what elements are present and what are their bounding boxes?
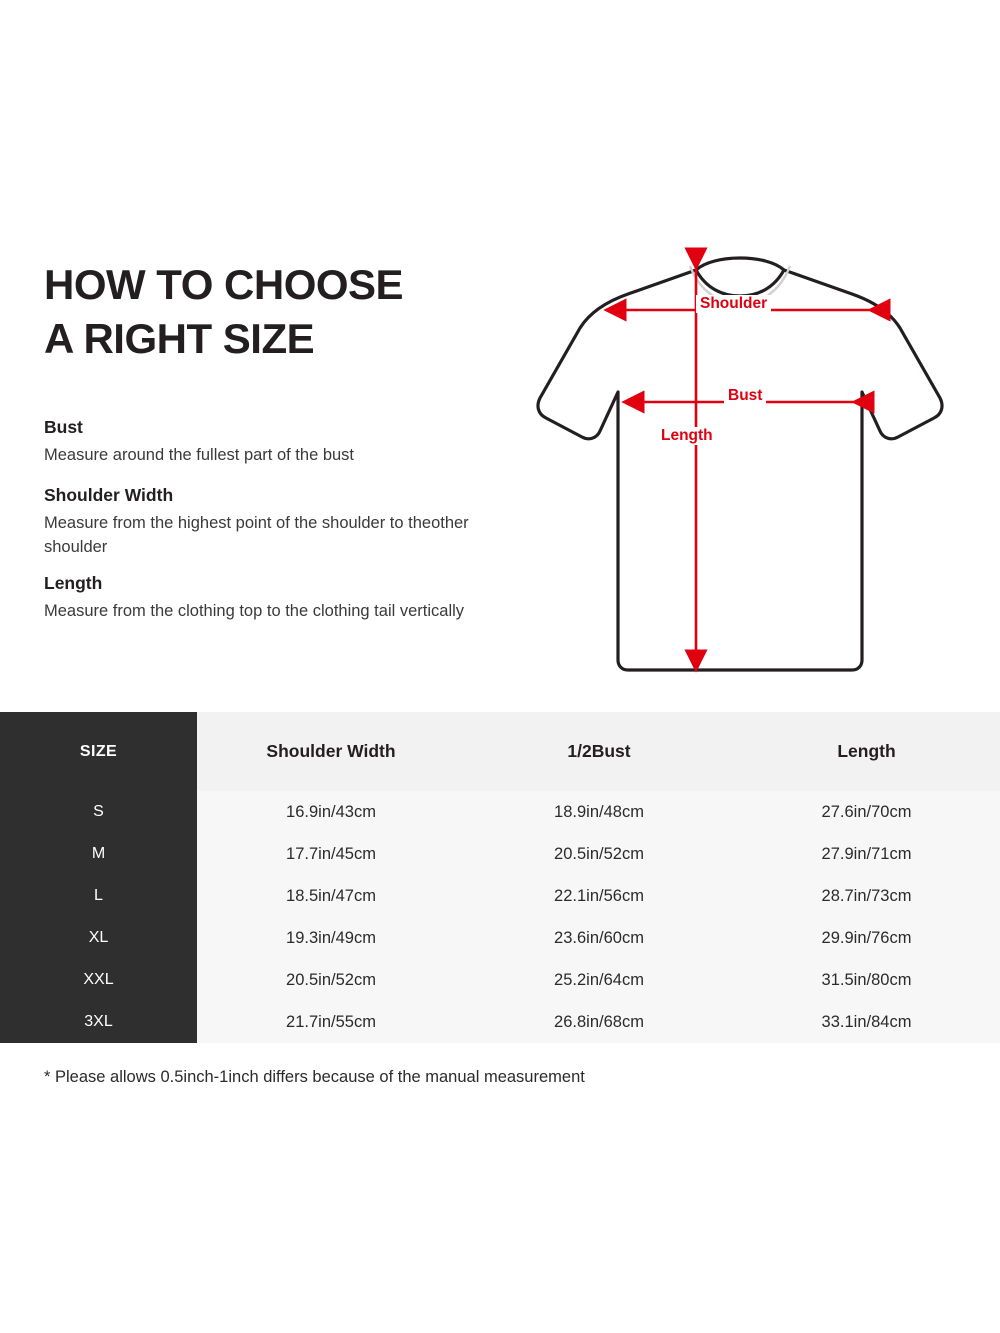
length-arrow-label: Length — [657, 427, 717, 445]
cell-size: L — [0, 875, 197, 917]
table-row — [0, 791, 1000, 833]
table-row — [0, 875, 1000, 917]
column-header-length: Length — [733, 712, 1000, 791]
cell-length: 28.7in/73cm — [733, 875, 1000, 917]
cell-size: M — [0, 833, 197, 875]
column-header-size: SIZE — [0, 712, 197, 791]
cell-size: XXL — [0, 959, 197, 1001]
table-row — [0, 833, 1000, 875]
page-title-line-2: A RIGHT SIZE — [44, 314, 315, 362]
cell-half-bust: 25.2in/64cm — [465, 959, 733, 1001]
cell-half-bust: 26.8in/68cm — [465, 1001, 733, 1043]
definition-text: Measure around the fullest part of the bust — [44, 446, 355, 465]
definition-text: Measure from the clothing top to the clothing tail vertically — [44, 602, 465, 621]
table-row — [0, 1001, 1000, 1043]
definition-term: Bust — [44, 417, 83, 437]
cell-length: 29.9in/76cm — [733, 917, 1000, 959]
cell-size: S — [0, 791, 197, 833]
cell-shoulder-width: 21.7in/55cm — [197, 1001, 465, 1043]
table-row — [0, 959, 1000, 1001]
size-table-area — [0, 712, 1000, 1030]
cell-shoulder-width: 16.9in/43cm — [197, 791, 465, 833]
definition-shoulder-width — [44, 486, 514, 560]
table-header-row — [0, 712, 1000, 791]
cell-length: 27.6in/70cm — [733, 791, 1000, 833]
cell-shoulder-width: 18.5in/47cm — [197, 875, 465, 917]
cell-shoulder-width: 17.7in/45cm — [197, 833, 465, 875]
size-chart-table — [0, 712, 1000, 1043]
table-row — [0, 917, 1000, 959]
definition-term: Length — [44, 573, 103, 593]
definition-length — [44, 574, 514, 624]
cell-size: 3XL — [0, 1001, 197, 1043]
measurement-footnote: * Please allows 0.5inch-1inch differs because of the manual measurement — [44, 1068, 585, 1086]
table-body — [0, 791, 1000, 1043]
column-header-half-bust: 1/2Bust — [465, 712, 733, 791]
tshirt-body-path — [538, 258, 942, 670]
cell-shoulder-width: 19.3in/49cm — [197, 917, 465, 959]
cell-shoulder-width: 20.5in/52cm — [197, 959, 465, 1001]
cell-half-bust: 23.6in/60cm — [465, 917, 733, 959]
shoulder-arrow-label: Shoulder — [696, 295, 771, 313]
cell-size: XL — [0, 917, 197, 959]
cell-length: 33.1in/84cm — [733, 1001, 1000, 1043]
page-title-line-1: HOW TO CHOOSE — [44, 261, 404, 308]
definition-text: Measure from the highest point of the shoulder to theother shoulder — [44, 514, 469, 557]
cell-half-bust: 20.5in/52cm — [465, 833, 733, 875]
definition-bust — [44, 418, 514, 468]
cell-half-bust: 22.1in/56cm — [465, 875, 733, 917]
cell-length: 27.9in/71cm — [733, 833, 1000, 875]
definition-term: Shoulder Width — [44, 485, 174, 505]
column-header-shoulder-width: Shoulder Width — [197, 712, 465, 791]
bust-arrow-label: Bust — [724, 387, 766, 405]
cell-length: 31.5in/80cm — [733, 959, 1000, 1001]
table-header — [0, 712, 1000, 791]
cell-half-bust: 18.9in/48cm — [465, 791, 733, 833]
tshirt-diagram — [500, 240, 980, 700]
page-title — [44, 258, 514, 366]
